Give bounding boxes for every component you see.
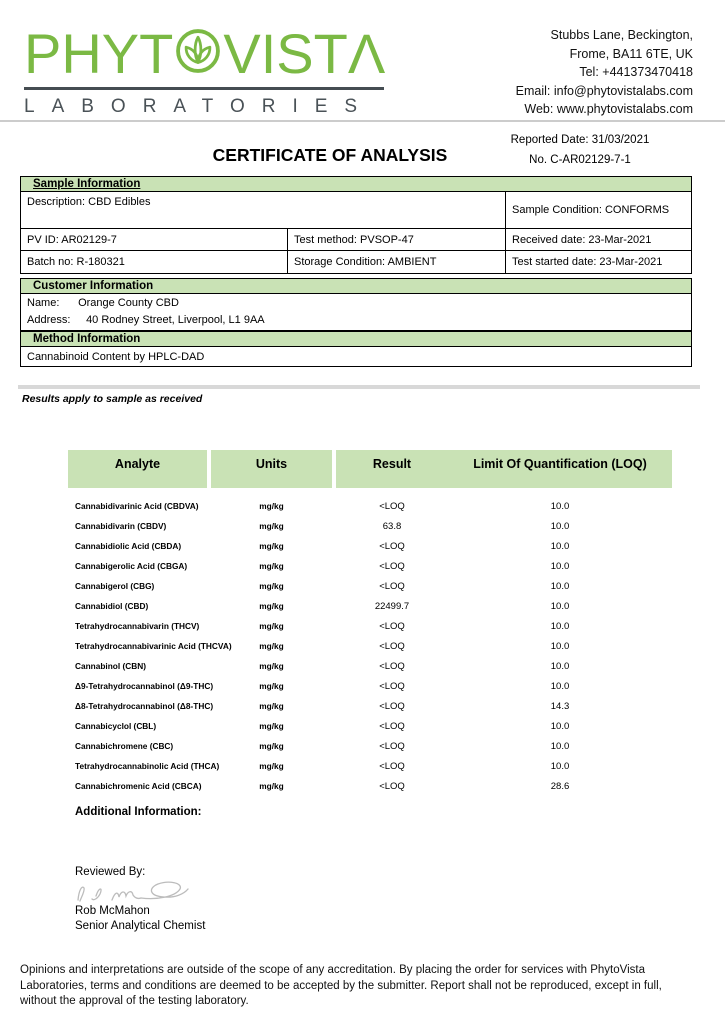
cell-values [336,501,672,512]
table-row [68,576,672,596]
cell-loq: 10.0 [550,560,570,572]
customer-address-value: 40 Rodney Street, Liverpool, L1 9AA [86,314,265,326]
batch-no: Batch no: R-180321 [21,251,288,273]
table-row [68,656,672,676]
storage-condition: Storage Condition: AMBIENT [288,251,506,273]
contact-address-line2: Frome, BA11 6TE, UK [569,46,693,61]
cell-loq: 28.6 [550,780,570,792]
cell-values [336,761,672,772]
cell-units: mg/kg [259,641,284,651]
brand-name-suffix: VISTΛ [223,22,386,85]
section-header-customer-information [20,278,692,294]
customer-name-label: Name: [27,297,60,309]
cell-result: 63.8 [382,520,402,532]
cell-analyte: Cannabigerol (CBG) [75,581,155,591]
cell-result: <LOQ [379,700,405,712]
footer-disclaimer: Opinions and interpretations are outside of the scope of any accreditation. By placing the order for services with PhytoVista Laboratories, terms and conditions are deemed to be accepted by the submitter. Report shall not be reproduced, except in full, without the approval of the testing laboratory. [20,964,662,1007]
cell-units: mg/kg [259,561,284,571]
sample-description: Description: CBD Edibles [21,192,506,228]
cell-analyte: Tetrahydrocannabivarin (THCV) [75,621,200,631]
cell-result: <LOQ [379,760,405,772]
cell-values [336,721,672,732]
brand-subtitle: LABORATORIES [24,96,375,117]
results-divider [18,385,700,389]
cell-result: <LOQ [379,640,405,652]
cell-units: mg/kg [259,701,284,711]
cell-loq: 10.0 [550,600,570,612]
section-header-method-information [20,331,692,347]
cell-result: <LOQ [379,680,405,692]
sample-info-row-description [20,192,692,229]
contact-web: Web: www.phytovistalabs.com [524,102,693,116]
results-note: Results apply to sample as received [22,393,203,405]
table-row [68,636,672,656]
cell-result: 22499.7 [374,600,410,612]
cell-analyte: Δ8-Tetrahydrocannabinol (Δ8-THC) [75,701,214,711]
cell-loq: 10.0 [550,660,570,672]
cell-analyte: Tetrahydrocannabivarinic Acid (THCVA) [75,641,232,651]
cell-values [336,681,672,692]
cell-values [336,741,672,752]
customer-address-line [27,314,691,326]
signer-name: Rob McMahon [75,905,150,917]
section-title: Method Information [33,333,141,345]
cell-loq: 10.0 [550,680,570,692]
cell-result: <LOQ [379,580,405,592]
section-title: Sample Information [33,178,141,190]
cell-values [336,561,672,572]
contact-email: Email: info@phytovistalabs.com [515,83,693,98]
cell-result: <LOQ [379,500,405,512]
results-table [68,450,672,796]
cell-loq: 10.0 [550,740,570,752]
cell-analyte: Cannabinol (CBN) [75,661,146,671]
table-row [68,696,672,716]
cell-loq: 10.0 [550,580,570,592]
cell-units: mg/kg [259,761,284,771]
method-name: Cannabinoid Content by HPLC-DAD [27,350,205,363]
brand-name [24,22,388,86]
received-date: Received date: 23-Mar-2021 [512,233,652,246]
brand-logo [24,22,388,118]
customer-info-box [20,294,692,331]
sample-condition: Sample Condition: CONFORMS [512,204,670,216]
header-result-loq [336,450,672,488]
cell-analyte: Δ9-Tetrahydrocannabinol (Δ9-THC) [75,681,214,691]
header-divider [0,120,725,122]
contact-phone: Tel: +441373470418 [579,65,693,79]
table-row [68,496,672,516]
cell-values [336,621,672,632]
table-row [68,516,672,536]
table-row [68,596,672,616]
cell-analyte: Cannabichromenic Acid (CBCA) [75,781,202,791]
cell-values [336,541,672,552]
cell-values [336,521,672,532]
cell-result: <LOQ [379,780,405,792]
cell-loq: 10.0 [550,500,570,512]
section-title: Customer Information [33,280,154,292]
table-row [68,536,672,556]
cell-analyte: Cannabidiol (CBD) [75,601,149,611]
cell-units: mg/kg [259,501,284,511]
header-units: Units [211,450,332,488]
cell-units: mg/kg [259,661,284,671]
method-info-box [20,347,692,367]
cell-loq: 14.3 [550,700,570,712]
cell-analyte: Cannabidivarinic Acid (CBDVA) [75,501,199,511]
cell-values [336,601,672,612]
cell-loq: 10.0 [550,760,570,772]
table-row [68,676,672,696]
cell-analyte: Cannabidivarin (CBDV) [75,521,167,531]
customer-name-line [27,297,691,309]
cell-values [336,661,672,672]
cell-units: mg/kg [259,681,284,691]
cell-units: mg/kg [259,541,284,551]
brand-name-prefix: PHYT [24,22,174,85]
cell-analyte: Tetrahydrocannabinolic Acid (THCA) [75,761,220,771]
cell-values [336,641,672,652]
reviewed-by-label: Reviewed By: [75,866,146,878]
cell-units: mg/kg [259,621,284,631]
cell-units: mg/kg [259,521,284,531]
page-title: CERTIFICATE OF ANALYSIS [212,145,448,165]
cell-analyte: Cannabidiolic Acid (CBDA) [75,541,182,551]
section-header-sample-information [20,176,692,192]
sample-info-row-batch [20,251,692,274]
cell-result: <LOQ [379,620,405,632]
table-row [68,776,672,796]
header-result: Result [372,457,412,471]
results-table-body [68,496,672,796]
customer-name-value: Orange County CBD [78,297,179,309]
cell-result: <LOQ [379,560,405,572]
cell-units: mg/kg [259,721,284,731]
cell-analyte: Cannabichromene (CBC) [75,741,174,751]
cell-loq: 10.0 [550,520,570,532]
contact-address-line1: Stubbs Lane, Beckington, [550,28,693,42]
table-row [68,556,672,576]
cell-result: <LOQ [379,540,405,552]
cell-result: <LOQ [379,720,405,732]
table-row [68,756,672,776]
table-row [68,616,672,636]
cell-result: <LOQ [379,660,405,672]
pv-id: PV ID: AR02129-7 [21,229,288,250]
cell-values [336,781,672,792]
signer-title: Senior Analytical Chemist [75,920,206,932]
cell-loq: 10.0 [550,720,570,732]
cell-units: mg/kg [259,601,284,611]
report-number: No. C-AR02129-7-1 [529,154,631,166]
sample-info-row-ids [20,229,692,251]
leaf-lotus-icon [175,24,221,86]
logo-divider [24,87,384,90]
cell-analyte: Cannabicyclol (CBL) [75,721,157,731]
cell-values [336,581,672,592]
cell-units: mg/kg [259,581,284,591]
cell-units: mg/kg [259,741,284,751]
additional-information-label: Additional Information: [75,806,202,818]
cell-loq: 10.0 [550,540,570,552]
cell-loq: 10.0 [550,620,570,632]
test-started-date: Test started date: 23-Mar-2021 [512,256,663,268]
cell-values [336,701,672,712]
test-method: Test method: PVSOP-47 [288,229,506,250]
table-row [68,736,672,756]
header-loq: Limit Of Quantification (LOQ) [473,457,647,471]
cell-result: <LOQ [379,740,405,752]
header-analyte: Analyte [68,450,207,488]
results-table-header [68,450,672,488]
cell-loq: 10.0 [550,640,570,652]
cell-units: mg/kg [259,781,284,791]
info-sections [20,176,692,367]
lab-contact-block [516,26,693,119]
table-row [68,716,672,736]
reported-date: Reported Date: 31/03/2021 [510,134,650,146]
cell-analyte: Cannabigerolic Acid (CBGA) [75,561,188,571]
customer-address-label: Address: [27,314,71,326]
